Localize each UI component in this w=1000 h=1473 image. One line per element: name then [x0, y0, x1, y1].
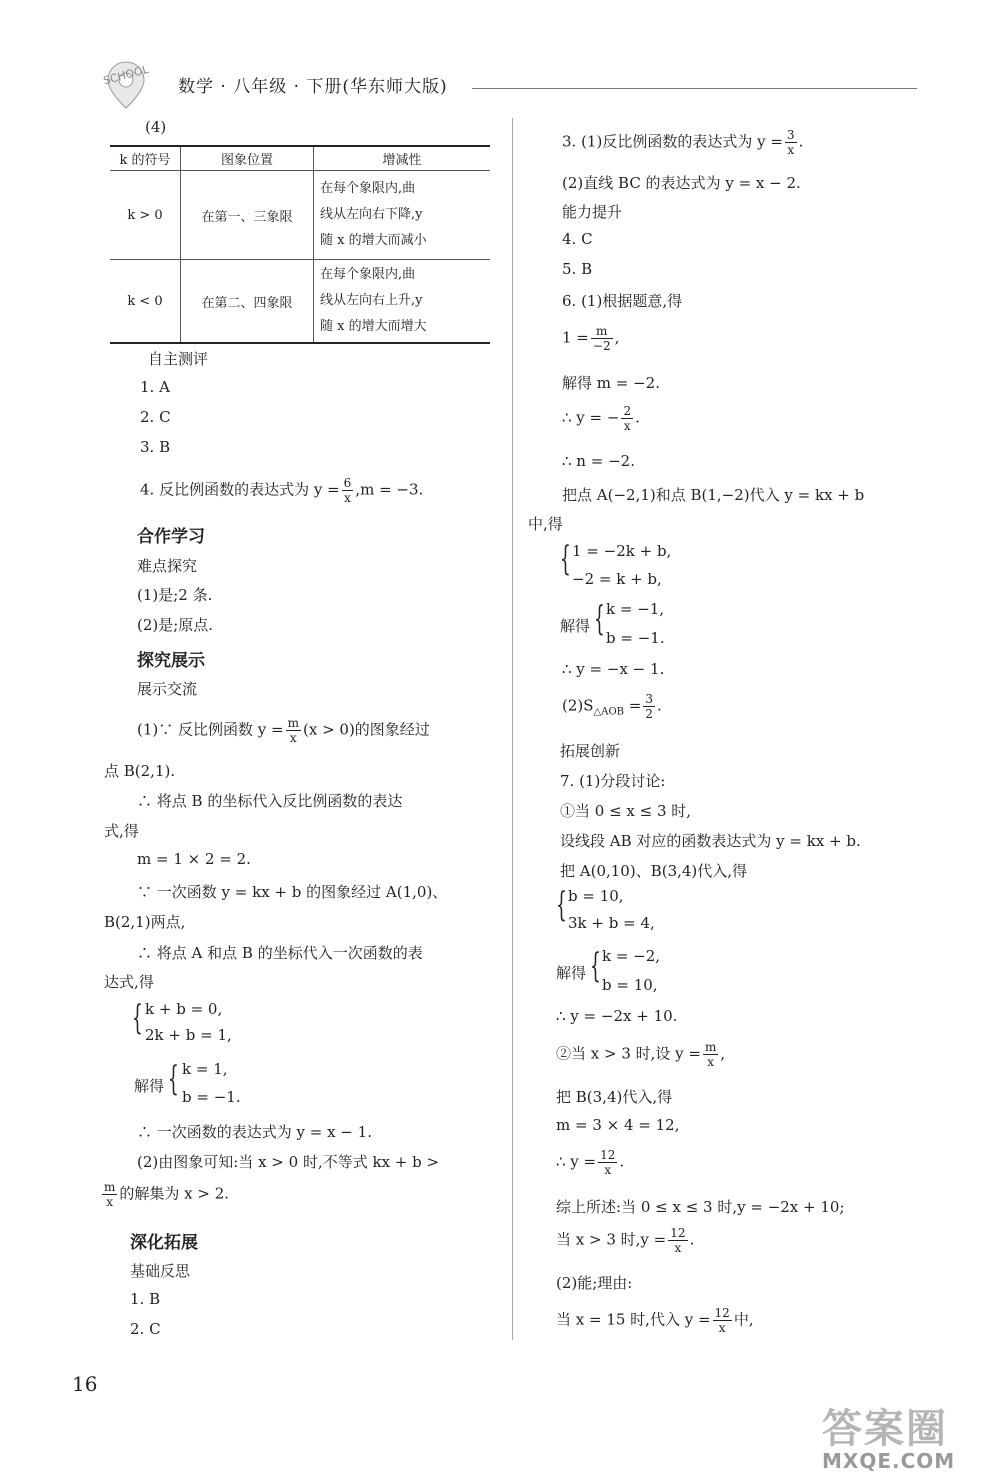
answer-line: (1)∵ 反比例函数 y = $\frac{m}{x}$ (x > 0)的图象经过	[137, 716, 430, 745]
heading-zizhu: 自主测评	[148, 350, 209, 368]
table-cell: 在每个象限内,曲 线从左向右上升,y 随 x 的增大而增大	[314, 260, 491, 344]
equation-line: −2 = k + b,	[572, 570, 662, 588]
answer-line: (2)能;理由:	[556, 1274, 633, 1292]
solve-label: 解得	[560, 617, 591, 635]
brace: {	[560, 539, 571, 579]
answer-line: ∴ 将点 A 和点 B 的坐标代入一次函数的表	[137, 944, 423, 962]
answer-line: 把 A(0,10)、B(3,4)代入,得	[560, 862, 748, 880]
table-cell: k < 0	[110, 260, 181, 344]
properties-table	[110, 145, 490, 344]
answer-item: 2. C	[130, 1320, 161, 1338]
answer-line: ∴ 一次函数的表达式为 y = x − 1.	[137, 1123, 372, 1141]
answer-line: ①当 0 ≤ x ≤ 3 时,	[560, 802, 692, 820]
brace: {	[132, 998, 143, 1038]
brace: {	[168, 1059, 179, 1099]
table-label: (4)	[145, 118, 167, 136]
answer-line: (2)由图象可知:当 x > 0 时,不等式 kx + b >	[137, 1153, 440, 1171]
answer-line: ∴ n = −2.	[562, 452, 635, 470]
answer-item: 1. A	[140, 378, 170, 396]
page-number: 16	[72, 1372, 98, 1396]
answer-item: 4. C	[562, 230, 593, 248]
answer-line: 6. (1)根据题意,得	[562, 292, 683, 310]
solve-label: 解得	[556, 964, 587, 982]
answer-line: B(2,1)两点,	[104, 913, 186, 931]
equation-line: b = 10,	[568, 887, 624, 905]
equation-line: b = 10,	[602, 976, 658, 994]
answer-line: $(2)S_{\triangle AOB}$ = $\frac{3}{2}$ .	[562, 692, 662, 721]
table-header: 增减性	[314, 146, 491, 171]
table-cell: 在第一、三象限	[181, 171, 314, 260]
equation-line: 3k + b = 4,	[568, 914, 655, 932]
answer-line: 当 x > 3 时,y = $\frac{12}{x}$ .	[556, 1226, 695, 1255]
table-header: 图象位置	[181, 146, 314, 171]
answer-line: 1 = $\frac{m}{-2}$ ,	[562, 324, 620, 353]
answer-line: $\frac{m}{x}$ 的解集为 x > 2.	[104, 1180, 230, 1209]
heading-hezuo: 合作学习	[137, 527, 205, 547]
heading-shenhua: 深化拓展	[130, 1233, 198, 1253]
answer-line: ∵ 一次函数 y = kx + b 的图象经过 A(1,0)、	[137, 883, 448, 901]
equation-line: 2k + b = 1,	[145, 1026, 232, 1044]
answer-line: 7. (1)分段讨论:	[560, 772, 666, 790]
answer-line: 达式,得	[104, 973, 154, 991]
table-cell: 在每个象限内,曲 线从左向右下降,y 随 x 的增大而减小	[314, 171, 491, 260]
answer-line: 把 B(3,4)代入,得	[556, 1088, 673, 1106]
answer-line: 解得 m = −2.	[562, 374, 660, 392]
answer-line: (1)是;2 条.	[137, 586, 213, 604]
answer-line: m = 3 × 4 = 12,	[556, 1116, 680, 1134]
answer-line: 设线段 AB 对应的函数表达式为 y = kx + b.	[560, 832, 861, 850]
answer-line: 4. 反比例函数的表达式为 y = $\frac{6}{x}$ ,m = −3.	[140, 476, 424, 505]
answer-line: 把点 A(−2,1)和点 B(1,−2)代入 y = kx + b	[562, 486, 865, 504]
answer-line: ②当 x > 3 时,设 y = $\frac{m}{x}$ ,	[556, 1040, 726, 1069]
table-cell: k > 0	[110, 171, 181, 260]
svg-text:SCHOOL: SCHOOL	[101, 62, 151, 88]
brace: {	[594, 599, 605, 639]
answer-line: m = 1 × 2 = 2.	[137, 850, 251, 868]
watermark-logo: 答案圈 MXQE.COM	[822, 1406, 956, 1473]
heading-tanjiu: 探究展示	[137, 651, 205, 671]
answer-item: 1. B	[130, 1290, 161, 1308]
table-row	[110, 171, 490, 260]
equation-line: b = −1.	[182, 1088, 241, 1106]
answer-line: (2)是;原点.	[137, 616, 214, 634]
subheading-zhanshi: 展示交流	[137, 680, 198, 698]
table-row	[110, 260, 490, 344]
answer-line: ∴ y = −x − 1.	[562, 660, 665, 678]
answer-line: 综上所述:当 0 ≤ x ≤ 3 时,y = −2x + 10;	[556, 1198, 845, 1216]
equation-line: k = 1,	[182, 1060, 228, 1078]
answer-line: ∴ y = $\frac{12}{x}$ .	[556, 1148, 625, 1177]
equation-line: k + b = 0,	[145, 1000, 223, 1018]
answer-line: 中,得	[528, 515, 563, 533]
answer-item: 2. C	[140, 408, 171, 426]
brace: {	[556, 885, 567, 925]
answer-item: 3. B	[140, 438, 171, 456]
table-header: k 的符号	[110, 146, 181, 171]
equation-line: k = −1,	[606, 600, 665, 618]
brace: {	[590, 946, 601, 986]
column-divider	[512, 118, 513, 1340]
answer-line: ∴ y = − $\frac{2}{x}$ .	[562, 404, 640, 433]
equation-line: k = −2,	[602, 947, 661, 965]
answer-line: ∴ 将点 B 的坐标代入反比例函数的表达	[137, 792, 403, 810]
answer-line: (2)直线 BC 的表达式为 y = x − 2.	[562, 174, 801, 192]
header-title: 数学 · 八年级 · 下册(华东师大版)	[178, 77, 448, 97]
answer-line: 式,得	[104, 822, 139, 840]
equation-line: b = −1.	[606, 629, 665, 647]
solve-label: 解得	[134, 1077, 165, 1095]
table-cell: 在第二、四象限	[181, 260, 314, 344]
subheading-nengli: 能力提升	[562, 203, 623, 221]
school-logo	[98, 52, 168, 112]
subheading-tuozhan: 拓展创新	[560, 742, 621, 760]
subheading-nandian: 难点探究	[137, 557, 198, 575]
answer-line: 点 B(2,1).	[104, 762, 176, 780]
answer-item: 5. B	[562, 260, 593, 278]
subheading-jichu: 基础反思	[130, 1262, 191, 1280]
header-rule	[472, 88, 917, 89]
answer-line: ∴ y = −2x + 10.	[556, 1007, 678, 1025]
equation-line: 1 = −2k + b,	[572, 542, 672, 560]
answer-line: 当 x = 15 时,代入 y = $\frac{12}{x}$ 中,	[556, 1306, 754, 1335]
answer-line: 3. (1)反比例函数的表达式为 y = $\frac{3}{x}$ .	[562, 128, 804, 157]
